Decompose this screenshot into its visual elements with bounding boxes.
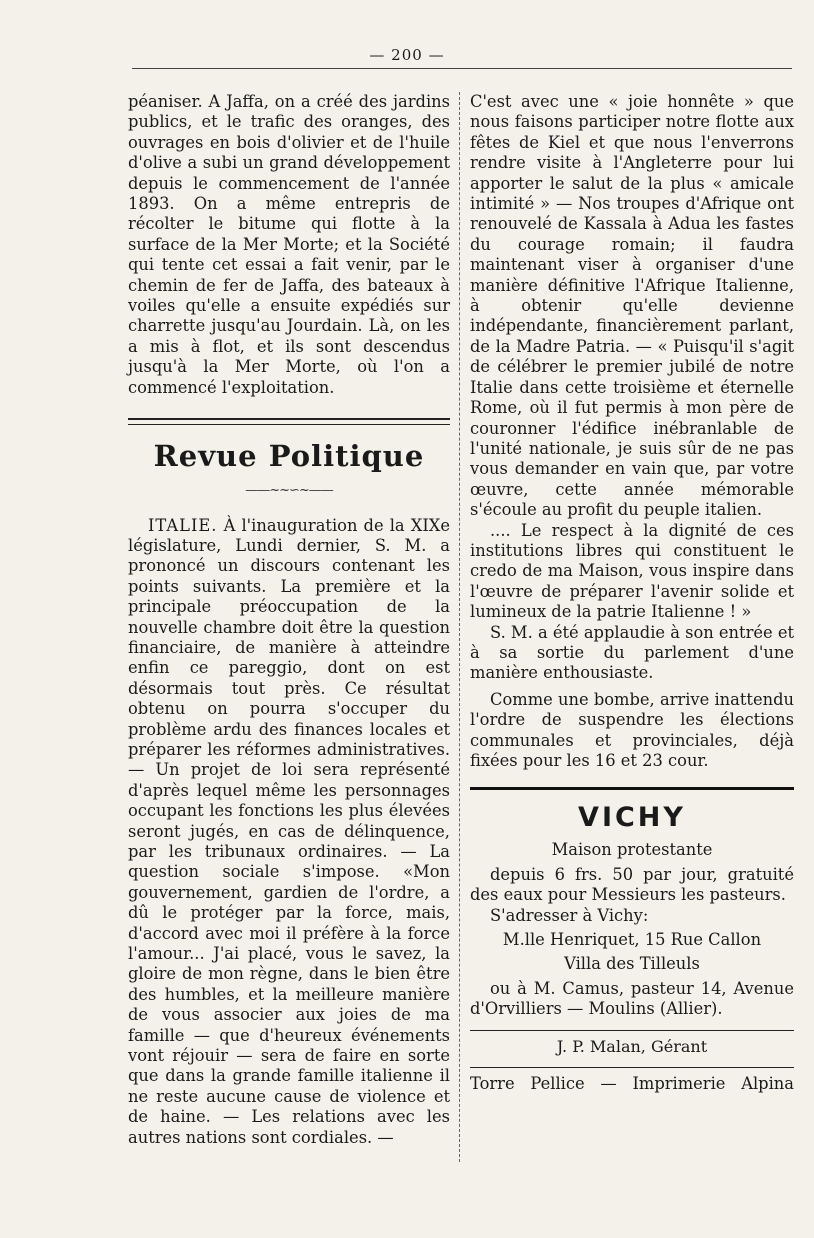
news-paragraph-3: S. M. a été applaudie à son entrée et à sa sortie du parlement d'une manière enthousiaste. (470, 622, 794, 683)
ad-address-line: M.lle Henriquet, 15 Rue Callon (502, 930, 762, 950)
left-column (128, 92, 450, 1148)
article-body: À l'inauguration de la XIXe législature, Lundi dernier, S. M. a prononcé un discours contenant les points suivants. La première et la principale préoccupation de la nouvelle chambre doit être la question financiaire, de manière à atteindre enfin ce pareggio, dont on est désormais tout près. Ce résultat obtenu on pourra s'occuper du problème ardu des finances locales et préparer les réformes administratives. — Un projet de loi sera représenté d'après lequel même les personnages occupant les fonctions les plus élevées seront jugés, en cas de délinquence, par les tribunaux ordinaires. — La question sociale s'impose. «Mon gouvernement, gardien de l'ordre, a dû le protéger par la force, mais, d'accord avec moi il préfère à la force l'amour... J'ai placé, vous le savez, la gloire de mon règne, dans le bien être des humbles, et la meilleure manière de vous associer aux joies de ma famille — que d'heureux événements vont réjouir — sera de faire en sorte que dans la grande famille italienne il ne reste aucune cause de violence et de haine. — Les relations avec les autres nations sont cordiales. — (128, 515, 450, 1147)
section-divider (128, 418, 450, 425)
printer-footer: Torre Pellice — Imprimerie Alpina (470, 1074, 794, 1094)
ad-price-line: depuis 6 frs. 50 par jour, gratuité des eaux pour Messieurs les pasteurs. (470, 864, 794, 905)
article-paragraph (128, 516, 450, 1149)
signature-rule (470, 1030, 794, 1031)
speech-paragraph-2: .... Le respect à la dignité de ces institutions libres qui constituent le credo de ma Maison, vous inspire dans l'œuvre de préparer l'avenir solide et lumineux de la patrie Italienne ! » (470, 520, 794, 622)
section-title: Revue Politique (153, 439, 425, 474)
page-number: — 200 — (369, 46, 445, 64)
ad-title: VICHY (578, 802, 686, 834)
ad-subtitle: Maison protestante (551, 840, 713, 860)
right-column (470, 92, 794, 1094)
header-rule (132, 68, 792, 69)
ad-contact-line: S'adresser à Vichy: (490, 905, 649, 925)
speech-paragraph-1: C'est avec une « joie honnête » que nous faisons participer notre flotte aux fêtes de Kiel et que nous l'enverrons rendre visite à l'Angleterre pour lui apporter le salut de la plus « amicale intimité » — Nos troupes d'Afrique ont renouvelé de Kassala à Adua les fastes du courage romain; il faudra maintenant viser à organiser d'une manière définitive l'Afrique Italienne, à obtenir qu'elle devienne indépendante, financièrement parlant, de la Madre Patria. — « Puisqu'il s'agit de célébrer le premier jubilé de notre Italie dans cette troisième et éternelle Rome, où il fut permis à mon père de couronner l'édifice inébranlable de l'unité nationale, je suis sûr de ne pas vous demander en vain que, par votre œuvre, cette année mémorable s'écoule au profit du peuple italien. (470, 92, 794, 520)
footer-rule (470, 1067, 794, 1068)
news-paragraph-4: Comme une bombe, arrive inattendu l'ordre de suspendre les élections communales et provinciales, déjà fixées pour les 16 et 23 cour. (470, 689, 794, 770)
manager-signature: J. P. Malan, Gérant (556, 1036, 708, 1056)
intro-paragraph: péaniser. A Jaffa, on a créé des jardins publics, et le trafic des oranges, des ouvrages en bois d'olivier et de l'huile d'olive a subi un grand développement depuis le commencement de l'année 1893. On a même entrepris de récolter le bitume qui flotte à la surface de la Mer Morte; et la Société qui tente cet essai a fait venir, par le chemin de fer de Jaffa, des bateaux à voiles qu'elle a ensuite expédiés sur charrette jusqu'au Jourdain. Là, on les a mis à flot, et ils sont descendus jusqu'à la Mer Morte, où l'on a commencé l'exploitation. (128, 92, 450, 397)
ad-villa-line: Villa des Tilleuls (564, 954, 700, 974)
column-divider (459, 92, 460, 1162)
ad-alt-contact-line: ou à M. Camus, pasteur 14, Avenue d'Orvilliers — Moulins (Allier). (470, 978, 794, 1019)
lead-word: ITALIE. (148, 515, 218, 535)
ad-top-rule (470, 787, 794, 790)
ornament-flourish: ——~~∽~—— (245, 483, 333, 499)
